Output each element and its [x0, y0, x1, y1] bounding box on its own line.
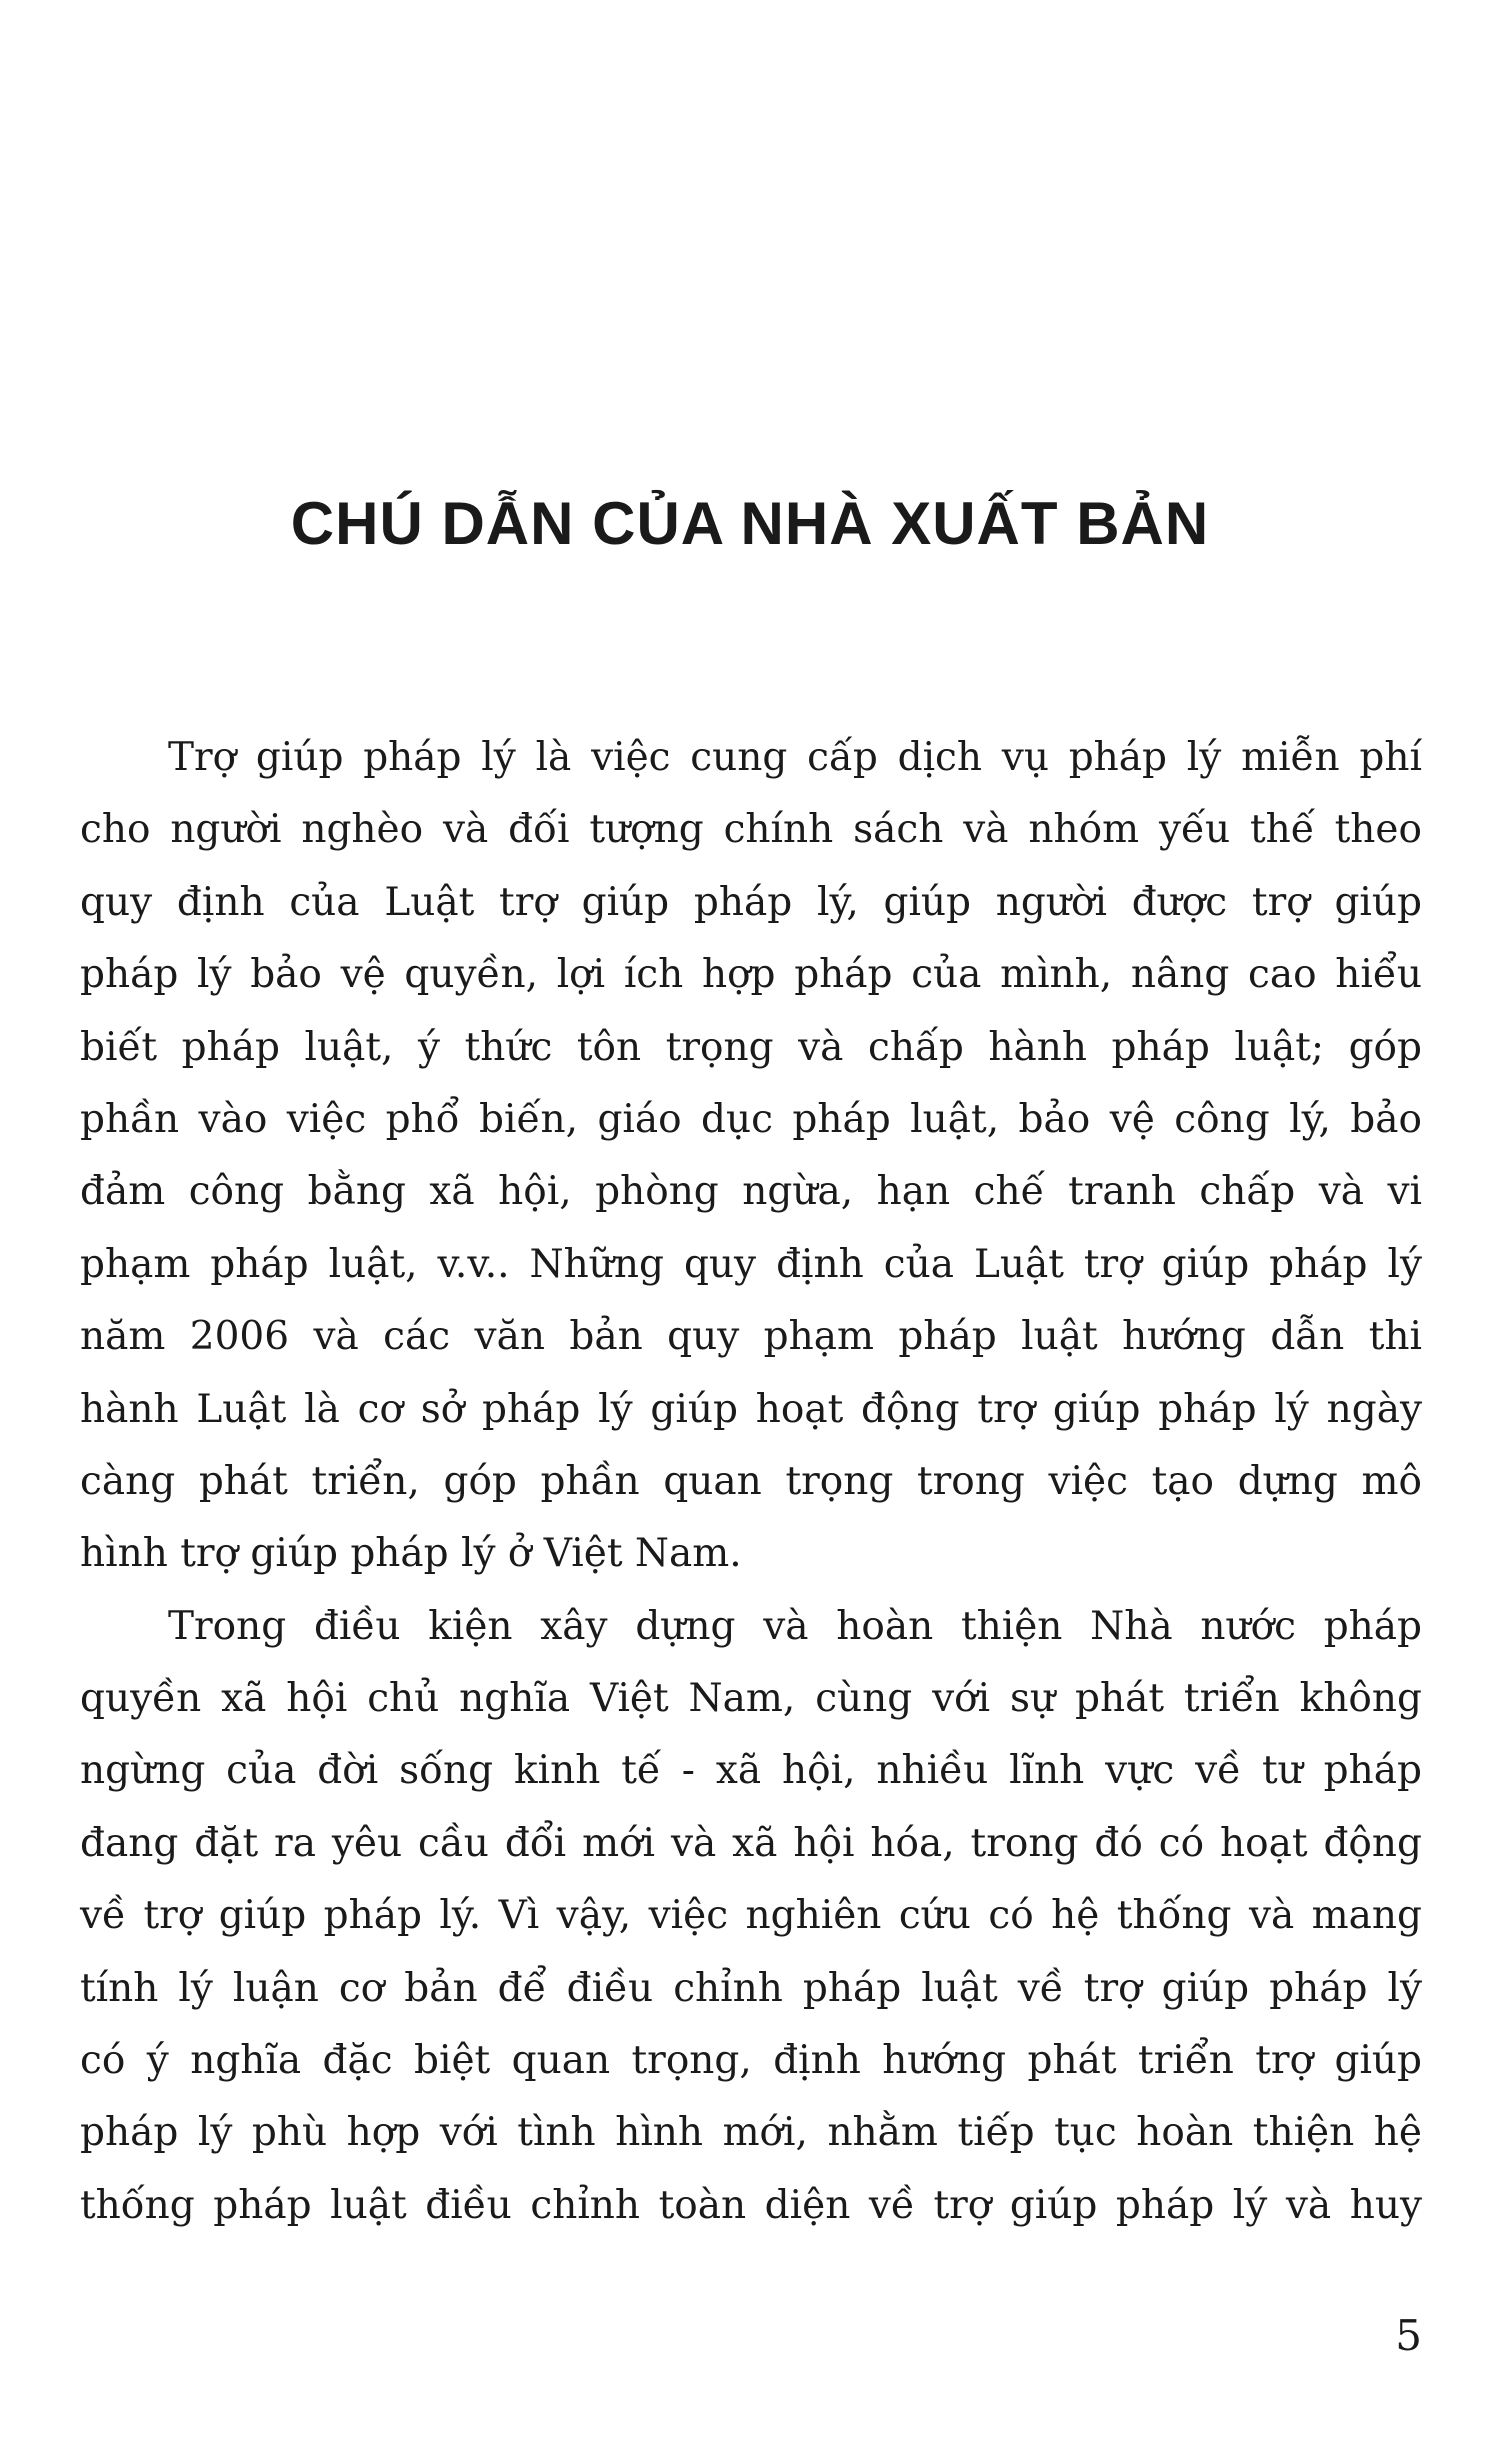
paragraph-2-line: quyền xã hội chủ nghĩa Việt Nam, cùng với sự phát triển không: [80, 1676, 1422, 1722]
paragraph-2-line: pháp lý phù hợp với tình hình mới, nhằm tiếp tục hoàn thiện hệ: [80, 2110, 1422, 2156]
paragraph-1-line: quy định của Luật trợ giúp pháp lý, giúp người được trợ giúp: [80, 879, 1422, 925]
paragraph-2-line: có ý nghĩa đặc biệt quan trọng, định hướng phát triển trợ giúp: [80, 2038, 1422, 2084]
paragraph-1-line: Trợ giúp pháp lý là việc cung cấp dịch vụ pháp lý miễn phí: [168, 735, 1422, 780]
paragraph-1-line: phần vào việc phổ biến, giáo dục pháp luật, bảo vệ công lý, bảo: [80, 1096, 1422, 1142]
paragraph-2-line: tính lý luận cơ bản để điều chỉnh pháp luật về trợ giúp pháp lý: [80, 1965, 1422, 2011]
paragraph-1-line: càng phát triển, góp phần quan trọng trong việc tạo dựng mô: [80, 1458, 1422, 1504]
paragraph-1-line: biết pháp luật, ý thức tôn trọng và chấp hành pháp luật; góp: [80, 1024, 1422, 1070]
paragraph-2-line: đang đặt ra yêu cầu đổi mới và xã hội hóa, trong đó có hoạt động: [80, 1820, 1422, 1866]
paragraph-1-line: pháp lý bảo vệ quyền, lợi ích hợp pháp của mình, nâng cao hiểu: [80, 952, 1422, 998]
paragraph-2-line: thống pháp luật điều chỉnh toàn diện về trợ giúp pháp lý và huy: [80, 2182, 1422, 2228]
paragraph-1-line: đảm công bằng xã hội, phòng ngừa, hạn chế tranh chấp và vi: [80, 1169, 1422, 1215]
paragraph-1-line: hình trợ giúp pháp lý ở Việt Nam.: [80, 1531, 742, 1577]
page-number: 5: [1395, 2311, 1422, 2360]
body-text: [80, 722, 1422, 2242]
paragraph-1-line: cho người nghèo và đối tượng chính sách và nhóm yếu thế theo: [80, 807, 1422, 853]
page-title: CHÚ DẪN CỦA NHÀ XUẤT BẢN: [290, 490, 1210, 557]
paragraph-2-line: ngừng của đời sống kinh tế - xã hội, nhiều lĩnh vực về tư pháp: [80, 1748, 1422, 1794]
paragraph-2-line: Trong điều kiện xây dựng và hoàn thiện Nhà nước pháp: [168, 1603, 1422, 1649]
paragraph-1-line: phạm pháp luật, v.v.. Những quy định của Luật trợ giúp pháp lý: [80, 1241, 1422, 1287]
paragraph-2-line: về trợ giúp pháp lý. Vì vậy, việc nghiên cứu có hệ thống và mang: [80, 1893, 1422, 1939]
paragraph-1-line: hành Luật là cơ sở pháp lý giúp hoạt động trợ giúp pháp lý ngày: [80, 1386, 1422, 1432]
paragraph-1-line: năm 2006 và các văn bản quy phạm pháp luật hướng dẫn thi: [80, 1314, 1422, 1360]
